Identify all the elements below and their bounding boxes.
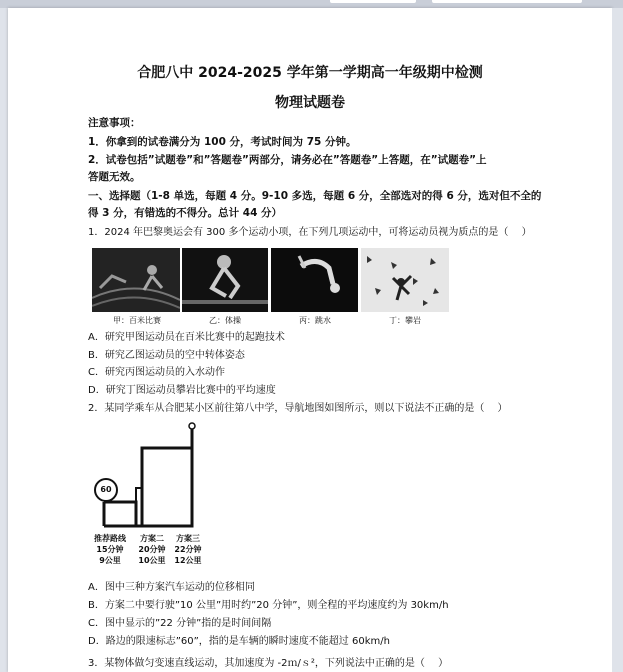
route-distance: 12公里: [174, 556, 202, 565]
section-heading-cont: 得 3 分，有错选的不得分。总计 44 分）: [88, 207, 283, 219]
caption-climbing: 丁：攀岩: [389, 316, 421, 325]
question-2-stem: 2．某同学乘车从合肥某小区前往第八中学，导航地图如图所示，则以下说法不正确的是（ ）: [88, 403, 508, 414]
caption-diving: 丙：跳水: [299, 316, 331, 325]
viewer-toolbar: [0, 0, 623, 8]
route-name: 方案三: [176, 534, 200, 543]
speed-limit-sign: [94, 478, 118, 502]
q2-option-c: C．图中显示的”22 分钟”指的是时间间隔: [88, 618, 272, 629]
q2-option-d: D．路边的限速标志”60”，指的是车辆的瞬时速度不能超过 60km/h: [88, 636, 390, 647]
document-page: [8, 8, 612, 672]
q1-option-a: A．研究甲图运动员在百米比赛中的起跑技术: [88, 332, 285, 343]
photo-sprint: [92, 248, 180, 312]
notice-item-2: 2．试卷包括”试题卷”和”答题卷”两部分，请务必在”答题卷”上答题，在”试题卷”上: [88, 154, 487, 166]
route-recommended: [90, 533, 130, 566]
caption-gymnastics: 乙：体操: [209, 316, 241, 325]
q2-option-a: A．图中三种方案汽车运动的位移相同: [88, 582, 255, 593]
notice-item-2-cont: 答题无效。: [88, 171, 141, 183]
route-name: 推荐路线: [94, 534, 126, 543]
route-option-3: [170, 533, 206, 566]
route-distance: 10公里: [138, 556, 166, 565]
route-time: 22分钟: [174, 545, 202, 554]
q2-option-b: B．方案二中要行驶”10 公里”用时约”20 分钟”，则全程的平均速度约为 30km/h: [88, 600, 449, 611]
q1-option-d: D．研究丁图运动员攀岩比赛中的平均速度: [88, 385, 276, 396]
notice-heading: 注意事项：: [88, 117, 141, 129]
route-name: 方案二: [140, 534, 164, 543]
notice-item-1: 1．你拿到的试卷满分为 100 分，考试时间为 75 分钟。: [88, 136, 357, 148]
exam-subtitle: 物理试题卷: [275, 95, 345, 111]
scroll-gutter[interactable]: [612, 8, 623, 672]
photo-climbing: [361, 248, 449, 312]
exam-title: 合肥八中 2024-2025 学年第一学期高一年级期中检测: [137, 65, 483, 81]
toolbar-tab[interactable]: [432, 0, 582, 3]
route-time: 20分钟: [138, 545, 166, 554]
q1-option-c: C．研究丙图运动员的入水动作: [88, 367, 225, 378]
toolbar-tab[interactable]: [330, 0, 416, 3]
photo-gymnastics: [182, 248, 268, 312]
question-1-stem: 1．2024 年巴黎奥运会有 300 多个运动小项，在下列几项运动中，可将运动员视为质点的是（ ）: [88, 227, 532, 238]
section-heading: 一、选择题（1-8 单选，每题 4 分。9-10 多选，每题 6 分，全部选对的得 6 分，选对但不全的: [88, 190, 542, 202]
route-distance: 9公里: [99, 556, 121, 565]
speed-limit-value: 60: [100, 485, 112, 494]
q1-option-b: B．研究乙图运动员的空中转体姿态: [88, 350, 245, 361]
question-3-stem: 3．某物体做匀变速直线运动，其加速度为 -2ｍ/ｓ²，下列说法中正确的是（ ）: [88, 658, 449, 669]
caption-sprint: 甲：百米比赛: [113, 316, 161, 325]
route-option-2: [134, 533, 170, 566]
route-time: 15分钟: [96, 545, 124, 554]
photo-diving: [271, 248, 358, 312]
